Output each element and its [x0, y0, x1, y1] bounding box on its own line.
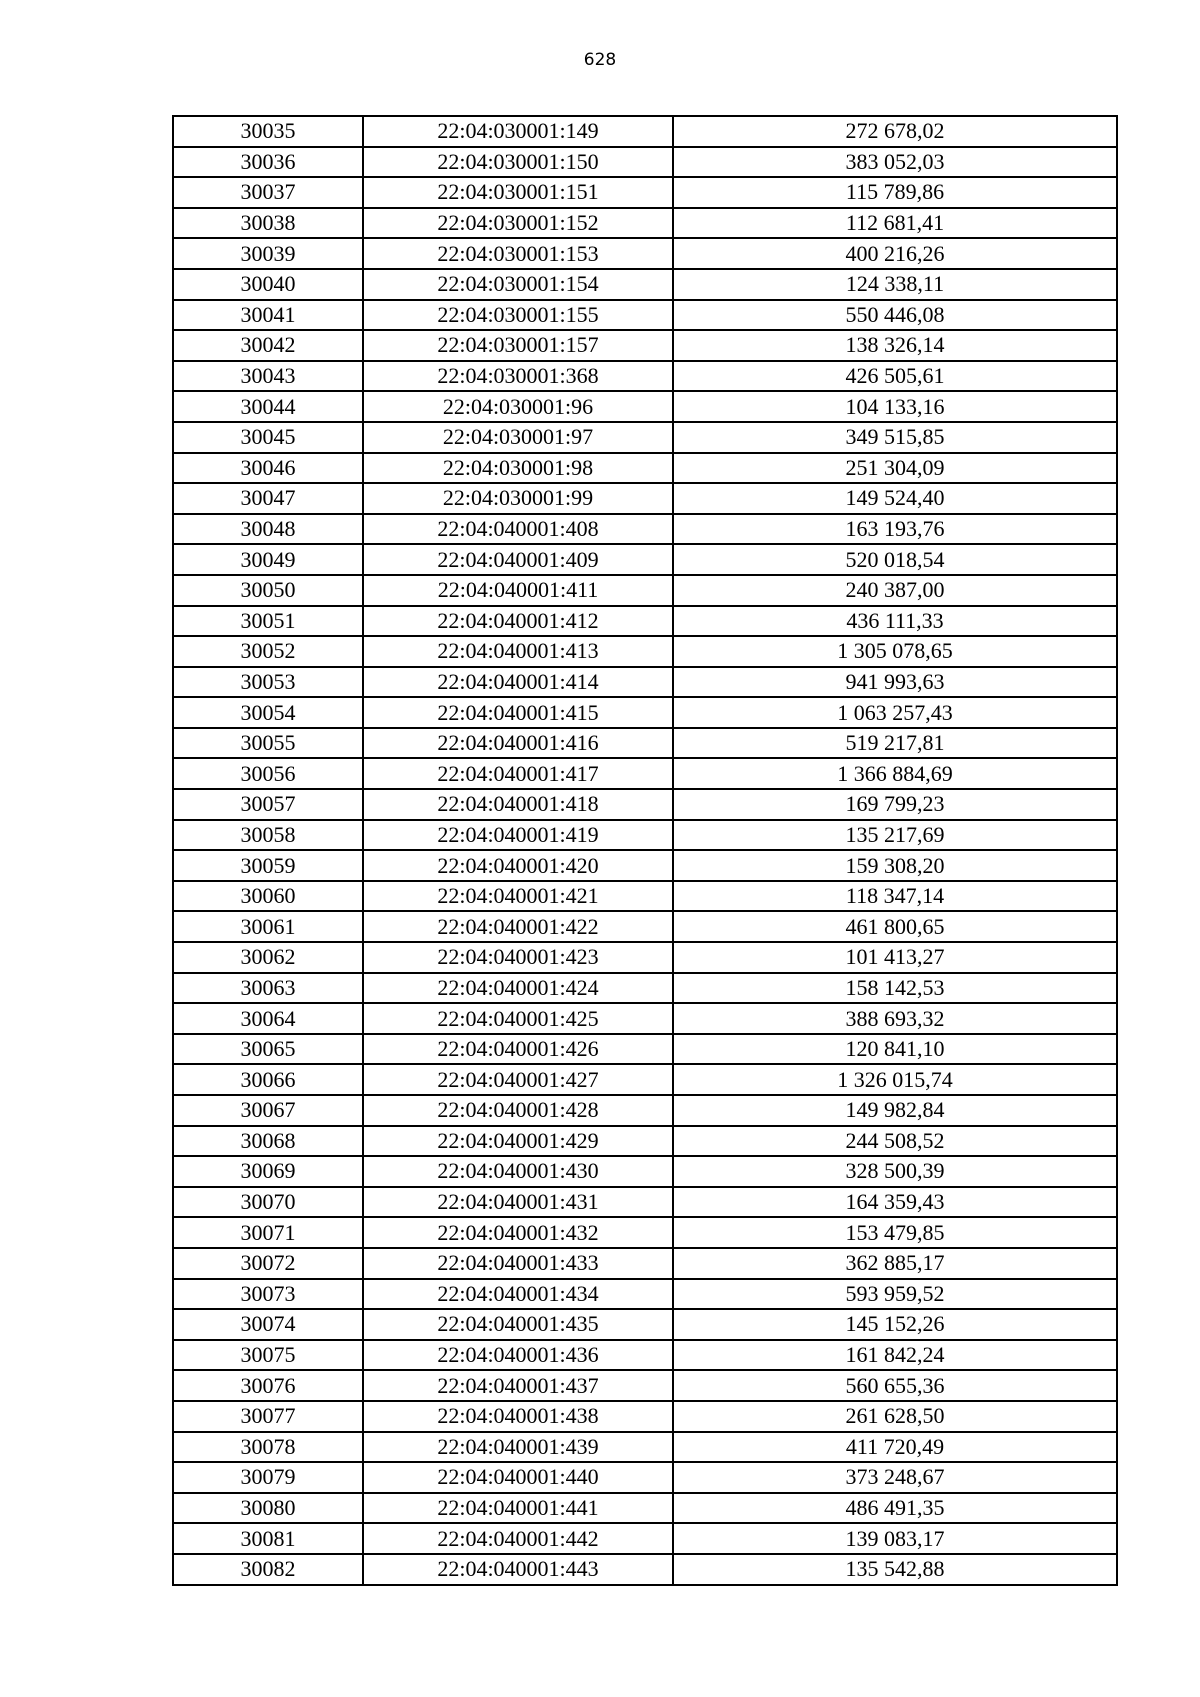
cadastral-number-cell: 22:04:040001:423: [363, 942, 673, 973]
cadastral-number-cell: 22:04:040001:439: [363, 1432, 673, 1463]
cadastral-value-cell: 145 152,26: [673, 1309, 1117, 1340]
table-row: [173, 1126, 1117, 1157]
row-number-cell: 30067: [173, 1095, 363, 1126]
row-number-cell: 30070: [173, 1187, 363, 1218]
row-number-cell: 30044: [173, 391, 363, 422]
cadastral-value-cell: 135 217,69: [673, 820, 1117, 851]
row-number-cell: 30061: [173, 911, 363, 942]
table-row: [173, 667, 1117, 698]
cadastral-number-cell: 22:04:040001:438: [363, 1401, 673, 1432]
table-row: [173, 1554, 1117, 1585]
cadastral-number-cell: 22:04:040001:416: [363, 728, 673, 759]
table-row: [173, 1493, 1117, 1524]
row-number-cell: 30082: [173, 1554, 363, 1585]
cadastral-number-cell: 22:04:030001:149: [363, 116, 673, 147]
cadastral-number-cell: 22:04:040001:419: [363, 820, 673, 851]
table-row: [173, 636, 1117, 667]
row-number-cell: 30046: [173, 453, 363, 484]
table-row: [173, 361, 1117, 392]
row-number-cell: 30081: [173, 1523, 363, 1554]
table-row: [173, 606, 1117, 637]
row-number-cell: 30063: [173, 973, 363, 1004]
cadastral-number-cell: 22:04:030001:99: [363, 483, 673, 514]
cadastral-number-cell: 22:04:040001:421: [363, 881, 673, 912]
cadastral-number-cell: 22:04:040001:440: [363, 1462, 673, 1493]
cadastral-number-cell: 22:04:040001:408: [363, 514, 673, 545]
table-row: [173, 820, 1117, 851]
cadastral-value-cell: 593 959,52: [673, 1279, 1117, 1310]
table-row: [173, 758, 1117, 789]
row-number-cell: 30057: [173, 789, 363, 820]
table-row: [173, 1217, 1117, 1248]
cadastral-number-cell: 22:04:040001:412: [363, 606, 673, 637]
cadastral-number-cell: 22:04:040001:442: [363, 1523, 673, 1554]
cadastral-number-cell: 22:04:040001:415: [363, 697, 673, 728]
cadastral-number-cell: 22:04:040001:425: [363, 1003, 673, 1034]
cadastral-number-cell: 22:04:030001:151: [363, 177, 673, 208]
row-number-cell: 30059: [173, 850, 363, 881]
cadastral-value-cell: 941 993,63: [673, 667, 1117, 698]
cadastral-number-cell: 22:04:040001:426: [363, 1034, 673, 1065]
table-row: [173, 728, 1117, 759]
row-number-cell: 30058: [173, 820, 363, 851]
row-number-cell: 30064: [173, 1003, 363, 1034]
cadastral-value-cell: 169 799,23: [673, 789, 1117, 820]
row-number-cell: 30042: [173, 330, 363, 361]
table-row: [173, 514, 1117, 545]
row-number-cell: 30043: [173, 361, 363, 392]
table-row: [173, 208, 1117, 239]
row-number-cell: 30040: [173, 269, 363, 300]
row-number-cell: 30065: [173, 1034, 363, 1065]
table-row: [173, 238, 1117, 269]
cadastral-number-cell: 22:04:030001:98: [363, 453, 673, 484]
table-row: [173, 575, 1117, 606]
cadastral-value-cell: 560 655,36: [673, 1370, 1117, 1401]
cadastral-value-cell: 388 693,32: [673, 1003, 1117, 1034]
row-number-cell: 30037: [173, 177, 363, 208]
cadastral-number-cell: 22:04:040001:437: [363, 1370, 673, 1401]
table-row: [173, 1340, 1117, 1371]
table-row: [173, 1309, 1117, 1340]
row-number-cell: 30045: [173, 422, 363, 453]
row-number-cell: 30077: [173, 1401, 363, 1432]
row-number-cell: 30079: [173, 1462, 363, 1493]
cadastral-value-cell: 124 338,11: [673, 269, 1117, 300]
table-row: [173, 483, 1117, 514]
cadastral-number-cell: 22:04:040001:443: [363, 1554, 673, 1585]
cadastral-number-cell: 22:04:040001:417: [363, 758, 673, 789]
row-number-cell: 30035: [173, 116, 363, 147]
cadastral-number-cell: 22:04:040001:432: [363, 1217, 673, 1248]
cadastral-number-cell: 22:04:030001:150: [363, 147, 673, 178]
cadastral-number-cell: 22:04:030001:153: [363, 238, 673, 269]
cadastral-value-cell: 1 326 015,74: [673, 1064, 1117, 1095]
table-row: [173, 147, 1117, 178]
cadastral-number-cell: 22:04:030001:97: [363, 422, 673, 453]
cadastral-value-cell: 436 111,33: [673, 606, 1117, 637]
table-row: [173, 1370, 1117, 1401]
cadastral-value-cell: 149 982,84: [673, 1095, 1117, 1126]
cadastral-value-cell: 149 524,40: [673, 483, 1117, 514]
table-row: [173, 1064, 1117, 1095]
cadastral-number-cell: 22:04:040001:428: [363, 1095, 673, 1126]
cadastral-number-cell: 22:04:030001:154: [363, 269, 673, 300]
table-row: [173, 1462, 1117, 1493]
cadastral-value-cell: 349 515,85: [673, 422, 1117, 453]
table-row: [173, 1095, 1117, 1126]
table-row: [173, 453, 1117, 484]
cadastral-value-cell: 272 678,02: [673, 116, 1117, 147]
row-number-cell: 30060: [173, 881, 363, 912]
cadastral-value-cell: 158 142,53: [673, 973, 1117, 1004]
cadastral-number-cell: 22:04:040001:424: [363, 973, 673, 1004]
row-number-cell: 30050: [173, 575, 363, 606]
table-row: [173, 973, 1117, 1004]
cadastral-number-cell: 22:04:040001:434: [363, 1279, 673, 1310]
cadastral-value-cell: 362 885,17: [673, 1248, 1117, 1279]
row-number-cell: 30041: [173, 300, 363, 331]
cadastral-table-container: [172, 115, 1118, 1586]
row-number-cell: 30078: [173, 1432, 363, 1463]
cadastral-number-cell: 22:04:040001:427: [363, 1064, 673, 1095]
cadastral-value-cell: 1 305 078,65: [673, 636, 1117, 667]
cadastral-value-cell: 328 500,39: [673, 1156, 1117, 1187]
cadastral-number-cell: 22:04:030001:157: [363, 330, 673, 361]
table-row: [173, 911, 1117, 942]
row-number-cell: 30072: [173, 1248, 363, 1279]
cadastral-value-cell: 101 413,27: [673, 942, 1117, 973]
table-row: [173, 269, 1117, 300]
cadastral-value-cell: 240 387,00: [673, 575, 1117, 606]
row-number-cell: 30069: [173, 1156, 363, 1187]
table-row: [173, 1401, 1117, 1432]
row-number-cell: 30076: [173, 1370, 363, 1401]
cadastral-number-cell: 22:04:040001:436: [363, 1340, 673, 1371]
table-row: [173, 300, 1117, 331]
cadastral-value-cell: 139 083,17: [673, 1523, 1117, 1554]
table-row: [173, 422, 1117, 453]
cadastral-number-cell: 22:04:040001:431: [363, 1187, 673, 1218]
cadastral-value-cell: 261 628,50: [673, 1401, 1117, 1432]
cadastral-value-cell: 161 842,24: [673, 1340, 1117, 1371]
row-number-cell: 30039: [173, 238, 363, 269]
table-row: [173, 1279, 1117, 1310]
cadastral-value-cell: 1 063 257,43: [673, 697, 1117, 728]
cadastral-value-cell: 373 248,67: [673, 1462, 1117, 1493]
table-row: [173, 1432, 1117, 1463]
table-body: [173, 116, 1117, 1585]
row-number-cell: 30055: [173, 728, 363, 759]
row-number-cell: 30066: [173, 1064, 363, 1095]
cadastral-value-cell: 486 491,35: [673, 1493, 1117, 1524]
cadastral-value-cell: 112 681,41: [673, 208, 1117, 239]
cadastral-value-cell: 426 505,61: [673, 361, 1117, 392]
cadastral-number-cell: 22:04:040001:429: [363, 1126, 673, 1157]
cadastral-number-cell: 22:04:040001:413: [363, 636, 673, 667]
cadastral-value-cell: 104 133,16: [673, 391, 1117, 422]
row-number-cell: 30047: [173, 483, 363, 514]
cadastral-value-cell: 411 720,49: [673, 1432, 1117, 1463]
row-number-cell: 30054: [173, 697, 363, 728]
table-row: [173, 1187, 1117, 1218]
cadastral-value-cell: 251 304,09: [673, 453, 1117, 484]
cadastral-number-cell: 22:04:030001:155: [363, 300, 673, 331]
cadastral-value-cell: 383 052,03: [673, 147, 1117, 178]
cadastral-value-cell: 115 789,86: [673, 177, 1117, 208]
table-row: [173, 1156, 1117, 1187]
table-row: [173, 789, 1117, 820]
cadastral-value-cell: 138 326,14: [673, 330, 1117, 361]
row-number-cell: 30080: [173, 1493, 363, 1524]
cadastral-value-table: [172, 115, 1118, 1586]
table-row: [173, 544, 1117, 575]
row-number-cell: 30049: [173, 544, 363, 575]
table-row: [173, 116, 1117, 147]
row-number-cell: 30038: [173, 208, 363, 239]
row-number-cell: 30036: [173, 147, 363, 178]
row-number-cell: 30056: [173, 758, 363, 789]
row-number-cell: 30075: [173, 1340, 363, 1371]
page-number: 628: [583, 50, 617, 70]
table-row: [173, 850, 1117, 881]
table-row: [173, 1523, 1117, 1554]
row-number-cell: 30048: [173, 514, 363, 545]
cadastral-value-cell: 118 347,14: [673, 881, 1117, 912]
table-row: [173, 1003, 1117, 1034]
cadastral-value-cell: 120 841,10: [673, 1034, 1117, 1065]
cadastral-value-cell: 163 193,76: [673, 514, 1117, 545]
table-row: [173, 1034, 1117, 1065]
cadastral-value-cell: 164 359,43: [673, 1187, 1117, 1218]
row-number-cell: 30052: [173, 636, 363, 667]
row-number-cell: 30053: [173, 667, 363, 698]
cadastral-number-cell: 22:04:040001:411: [363, 575, 673, 606]
cadastral-value-cell: 520 018,54: [673, 544, 1117, 575]
cadastral-number-cell: 22:04:040001:420: [363, 850, 673, 881]
cadastral-number-cell: 22:04:040001:430: [363, 1156, 673, 1187]
cadastral-number-cell: 22:04:040001:414: [363, 667, 673, 698]
cadastral-value-cell: 159 308,20: [673, 850, 1117, 881]
table-row: [173, 1248, 1117, 1279]
cadastral-value-cell: 519 217,81: [673, 728, 1117, 759]
cadastral-value-cell: 244 508,52: [673, 1126, 1117, 1157]
cadastral-number-cell: 22:04:040001:418: [363, 789, 673, 820]
cadastral-number-cell: 22:04:040001:441: [363, 1493, 673, 1524]
cadastral-number-cell: 22:04:040001:422: [363, 911, 673, 942]
cadastral-number-cell: 22:04:030001:96: [363, 391, 673, 422]
row-number-cell: 30073: [173, 1279, 363, 1310]
row-number-cell: 30051: [173, 606, 363, 637]
table-row: [173, 391, 1117, 422]
table-row: [173, 177, 1117, 208]
cadastral-number-cell: 22:04:030001:368: [363, 361, 673, 392]
cadastral-value-cell: 153 479,85: [673, 1217, 1117, 1248]
table-row: [173, 697, 1117, 728]
row-number-cell: 30068: [173, 1126, 363, 1157]
cadastral-number-cell: 22:04:040001:435: [363, 1309, 673, 1340]
cadastral-value-cell: 461 800,65: [673, 911, 1117, 942]
row-number-cell: 30074: [173, 1309, 363, 1340]
cadastral-value-cell: 400 216,26: [673, 238, 1117, 269]
table-row: [173, 942, 1117, 973]
cadastral-number-cell: 22:04:040001:409: [363, 544, 673, 575]
row-number-cell: 30071: [173, 1217, 363, 1248]
cadastral-number-cell: 22:04:030001:152: [363, 208, 673, 239]
cadastral-value-cell: 1 366 884,69: [673, 758, 1117, 789]
cadastral-number-cell: 22:04:040001:433: [363, 1248, 673, 1279]
cadastral-value-cell: 135 542,88: [673, 1554, 1117, 1585]
table-row: [173, 330, 1117, 361]
cadastral-value-cell: 550 446,08: [673, 300, 1117, 331]
row-number-cell: 30062: [173, 942, 363, 973]
table-row: [173, 881, 1117, 912]
